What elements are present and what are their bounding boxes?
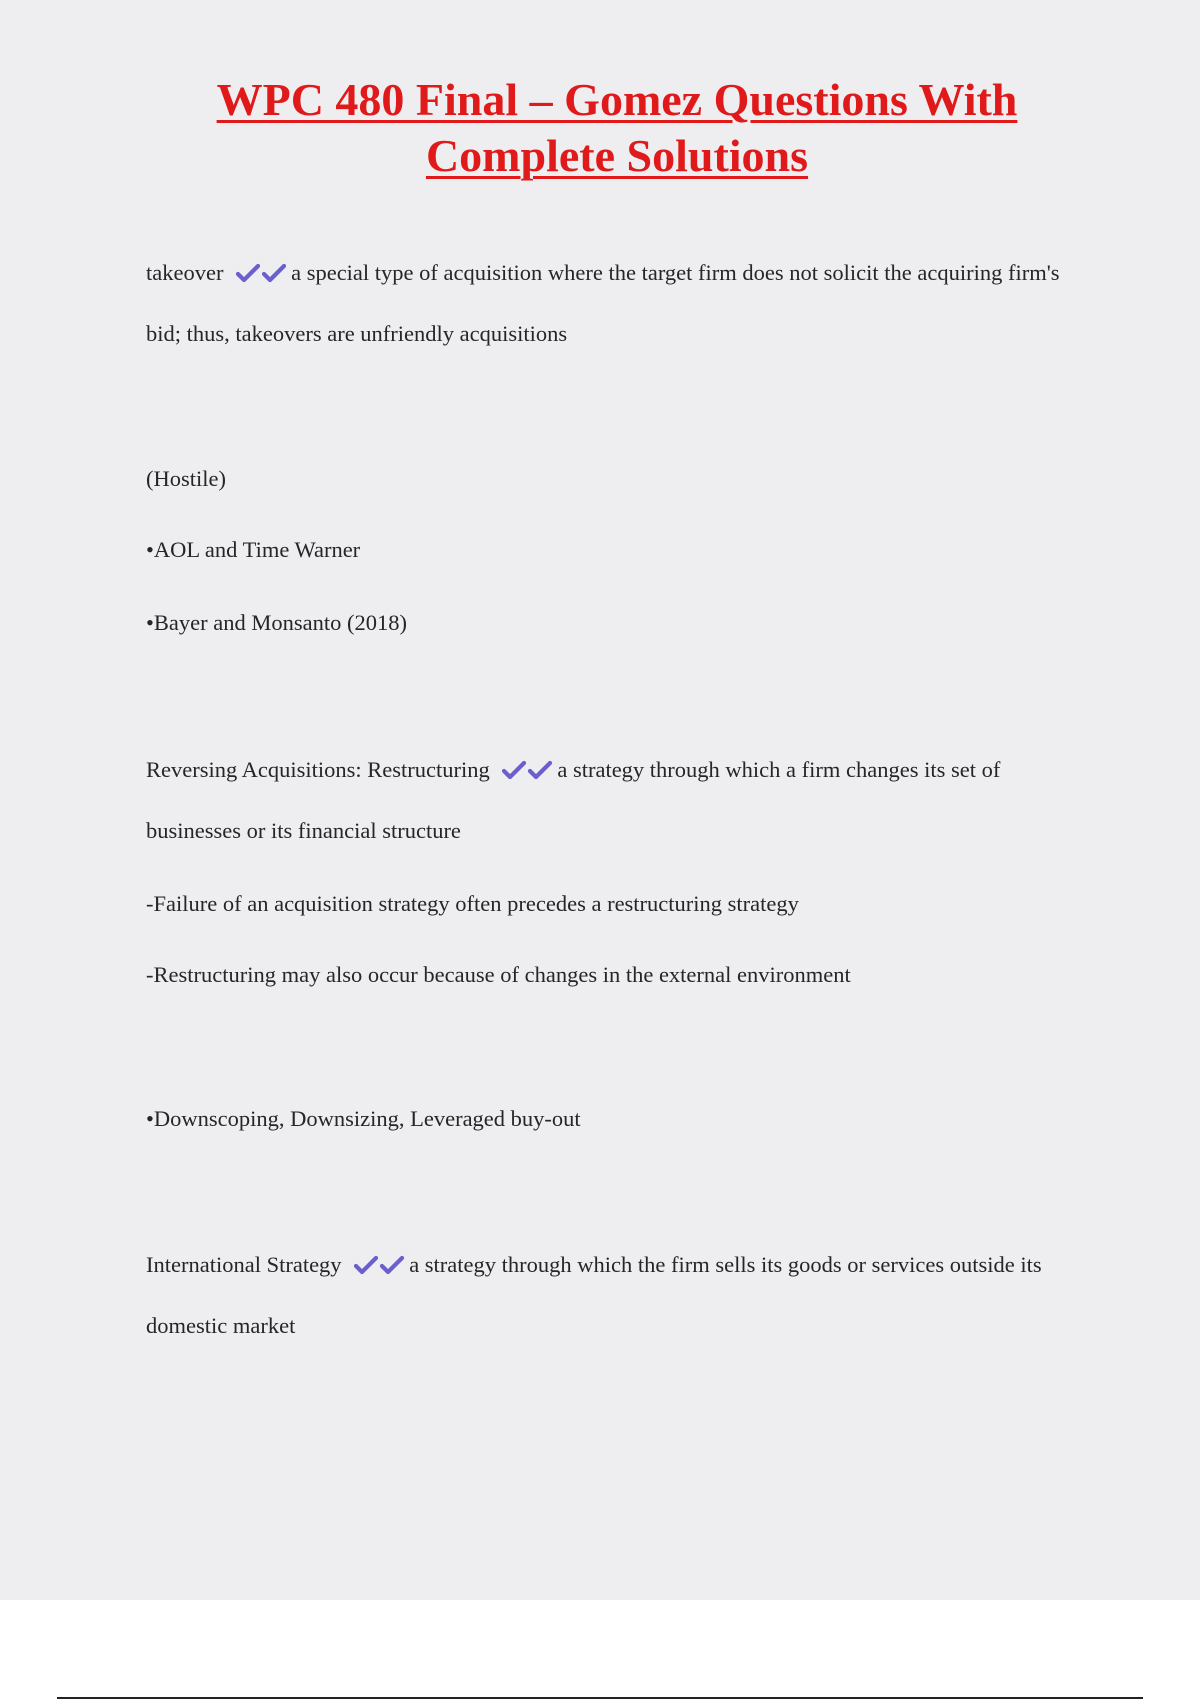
qa-entry-international-strategy — [146, 1234, 1086, 1356]
checkmark-icon — [527, 760, 553, 780]
document-title: WPC 480 Final – Gomez Questions With Complete Solutions — [216, 74, 1018, 181]
question-term: takeover — [146, 260, 224, 285]
answer-definition: a strategy through which a firm changes its set of businesses or its financial structure — [146, 757, 1001, 843]
checkmark-icon — [501, 760, 527, 780]
question-term: International Strategy — [146, 1252, 342, 1277]
page-footer-divider — [57, 1697, 1143, 1699]
bullet-restructuring-types: •Downscoping, Downsizing, Leveraged buy-out — [146, 1106, 581, 1131]
answer-checkmarks — [235, 242, 287, 303]
answer-checkmarks — [501, 739, 553, 800]
note-hostile: (Hostile) — [146, 466, 226, 491]
qa-entry-restructuring — [146, 739, 1086, 861]
checkmark-icon — [379, 1255, 405, 1275]
answer-checkmarks — [353, 1234, 405, 1295]
bullet-aol-time-warner: •AOL and Time Warner — [146, 537, 361, 562]
answer-definition: a special type of acquisition where the target firm does not solicit the acquiring firm's bid; thus, takeovers are unfriendly acquisitions — [146, 260, 1060, 346]
bullet-bayer-monsanto: •Bayer and Monsanto (2018) — [146, 610, 407, 635]
note-acquisition-failure: -Failure of an acquisition strategy often precedes a restructuring strategy — [146, 891, 799, 916]
note-external-environment: -Restructuring may also occur because of changes in the external environment — [146, 962, 851, 987]
question-term: Reversing Acquisitions: Restructuring — [146, 757, 490, 782]
checkmark-icon — [261, 263, 287, 283]
answer-definition: a strategy through which the firm sells its goods or services outside its domestic market — [146, 1252, 1042, 1338]
checkmark-icon — [235, 263, 261, 283]
qa-entry-takeover — [146, 242, 1086, 364]
checkmark-icon — [353, 1255, 379, 1275]
